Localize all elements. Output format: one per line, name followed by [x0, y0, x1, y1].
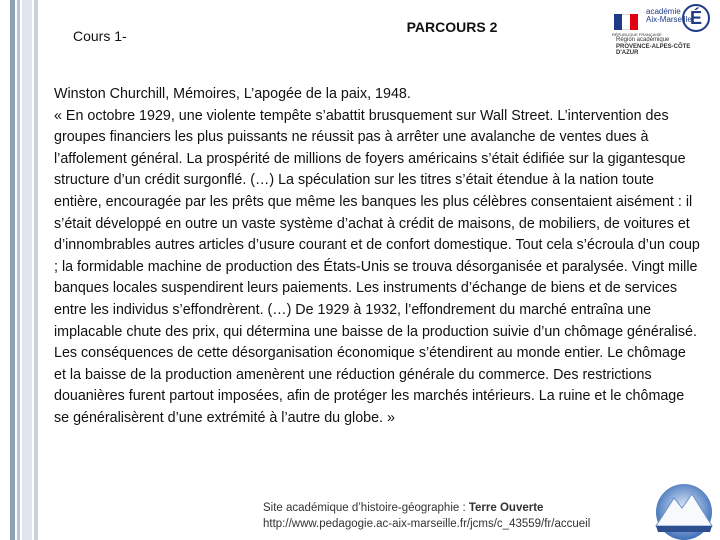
document-text [54, 84, 700, 430]
region-line1: Région académique [616, 37, 670, 43]
academie-logo [612, 2, 712, 54]
parcours-title: PARCOURS 2 [406, 19, 498, 35]
churchill-quote: « En octobre 1929, une violente tempête s’abattit brusquement sur Wall Street. L’intervention des groupes financiers les plus puissants ne réussit pas à arrêter une avalanche de ventes dues à l’affolement général. La prospérité de millions de foyers américains s’était édifiée sur la gigantesque structure d’un crédit surgonflé. (…) La spéculation sur les titres s’était étendue à la nation toute entière, encouragée par les prêts que même les banques les plus célèbres consentaient aisément : il s’était développé en outre un vaste système d’achat à crédit de maisons, de mobiliers, de voitures et d’innombrables autres articles d’usure courant et de confort domestique. Tout cela s’écroula d’un coup ; la formidable machine de production des États-Unis se trouva désorganisée et paralysée. Vingt mille banques locales suspendirent leurs paiements. Les instruments d’échange de biens et de services entre les individus s’effondrèrent. (…) De 1929 à 1932, l’effondrement du marché entraîna une implacable chute des prix, qui détermina une baisse de la production suivie d’un chômage généralisé. Les conséquences de cette désorganisation économique s’étendirent au monde entier. Le chômage et la baisse de la production amenèrent une réduction générale du commerce. Des restrictions douanières furent partout imposées, afin de protéger les marchés intérieurs. La ruine et le chômage se généralisèrent d’une extrémité à l’autre du globe. » [54, 107, 700, 426]
french-flag-icon [614, 14, 638, 30]
source-citation: Winston Churchill, Mémoires, L’apogée de la paix, 1948. [54, 86, 411, 102]
mountain-logo-icon [652, 482, 716, 540]
footer [263, 500, 590, 532]
region-line2: PROVENCE-ALPES-CÔTE D'AZUR [616, 44, 691, 56]
footer-url[interactable]: http://www.pedagogie.ac-aix-marseille.fr/jcms/c_43559/fr/accueil [263, 518, 591, 530]
site-name: Terre Ouverte [468, 502, 544, 514]
republique-label: RÉPUBLIQUE FRANÇAISE [612, 32, 662, 37]
academie-emblem: É [682, 4, 710, 32]
footer-site-line: Site académique d’histoire-géographie : Terre Ouverte [263, 502, 544, 514]
course-label: Cours 1- [73, 28, 127, 44]
academie-name: académie Aix-Marseille [646, 7, 692, 24]
left-decorative-bar [10, 0, 40, 540]
